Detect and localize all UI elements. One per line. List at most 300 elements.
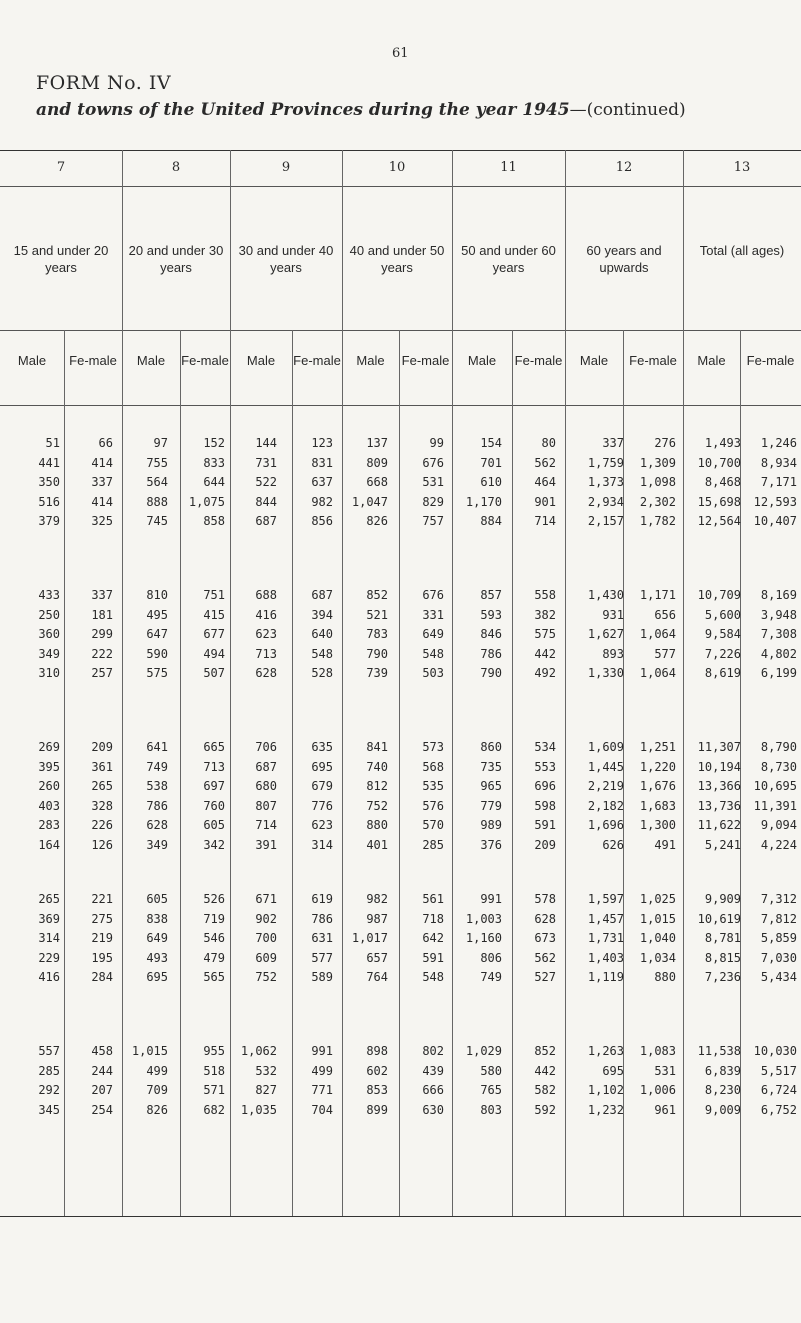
- table-cell: 164: [38, 837, 60, 852]
- table-cell: 735: [480, 759, 502, 774]
- table-cell: 1,006: [639, 1083, 676, 1097]
- table-cell: 713: [255, 646, 277, 661]
- table-cell: 521: [366, 607, 388, 622]
- table-cell: 10,695: [753, 779, 797, 793]
- table-cell: 706: [255, 740, 277, 754]
- table-cell: 395: [38, 759, 60, 774]
- table-cell: 1,493: [704, 436, 741, 450]
- female-header: Fe-male: [401, 353, 450, 368]
- table-cell: 250: [38, 607, 60, 622]
- table-cell: 665: [203, 740, 225, 754]
- table-cell: 3,948: [760, 607, 797, 622]
- female-header: Fe-male: [181, 353, 229, 368]
- table-cell: 752: [255, 970, 277, 984]
- table-cell: 2,182: [587, 798, 624, 813]
- table-cell: 527: [534, 970, 556, 984]
- table-row: [0, 890, 801, 909]
- table-cell: 414: [91, 494, 113, 509]
- table-row: [0, 816, 801, 835]
- table-cell: 853: [366, 1083, 388, 1097]
- table-cell: 342: [203, 837, 225, 852]
- table-cell: 577: [311, 950, 333, 965]
- table-cell: 695: [146, 970, 168, 984]
- table-cell: 1,017: [351, 931, 388, 945]
- table-cell: 598: [534, 798, 556, 813]
- table-cell: 626: [602, 837, 624, 852]
- subtitle-text: and towns of the United Provinces during the year 1945: [36, 100, 570, 120]
- table-cell: 695: [311, 759, 333, 774]
- table-row: [0, 1081, 801, 1100]
- table-cell: 349: [146, 837, 168, 852]
- table-cell: 1,309: [639, 455, 676, 470]
- table-cell: 314: [311, 837, 333, 852]
- table-cell: 790: [480, 666, 502, 680]
- table-cell: 51: [45, 436, 60, 450]
- table-cell: 680: [255, 779, 277, 793]
- table-cell: 687: [311, 588, 333, 602]
- table-cell: 565: [203, 970, 225, 984]
- table-cell: 6,724: [760, 1083, 797, 1097]
- table-cell: 325: [91, 514, 113, 528]
- table-cell: 1,782: [639, 514, 676, 528]
- table-cell: 647: [146, 627, 168, 641]
- table-cell: 1,119: [587, 970, 624, 984]
- mortality-table: [0, 150, 801, 1216]
- table-cell: 181: [91, 607, 113, 622]
- table-cell: 1,160: [465, 931, 502, 945]
- table-cell: 570: [422, 818, 444, 832]
- table-cell: 713: [203, 759, 225, 774]
- table-cell: 573: [422, 740, 444, 754]
- age-group-header: 60 years and upwards: [586, 243, 662, 275]
- table-cell: 677: [203, 627, 225, 641]
- table-cell: 852: [366, 588, 388, 602]
- table-cell: 464: [534, 475, 556, 489]
- table-cell: 441: [38, 455, 60, 470]
- table-cell: 1,251: [639, 740, 676, 754]
- table-cell: 1,232: [587, 1102, 624, 1117]
- table-cell: 592: [534, 1102, 556, 1117]
- table-cell: 679: [311, 779, 333, 793]
- table-cell: 1,062: [240, 1044, 277, 1058]
- table-cell: 442: [534, 646, 556, 661]
- table-cell: 394: [311, 607, 333, 622]
- column-number: 8: [171, 160, 181, 175]
- male-header: Male: [17, 353, 47, 368]
- table-cell: 893: [602, 646, 624, 661]
- column-number: 7: [56, 160, 66, 175]
- table-cell: 219: [91, 931, 113, 945]
- table-cell: 7,030: [760, 950, 797, 965]
- table-cell: 666: [422, 1083, 444, 1097]
- table-cell: 1,430: [587, 588, 624, 602]
- table-cell: 668: [366, 475, 388, 489]
- table-cell: 740: [366, 759, 388, 774]
- table-cell: 2,934: [587, 494, 624, 509]
- table-rule-3: [0, 405, 801, 406]
- table-cell: 695: [602, 1063, 624, 1078]
- table-cell: 5,241: [704, 837, 741, 852]
- table-cell: 757: [422, 514, 444, 528]
- table-cell: 275: [91, 911, 113, 926]
- table-cell: 10,700: [697, 455, 741, 470]
- table-cell: 558: [534, 588, 556, 602]
- table-cell: 337: [91, 588, 113, 602]
- table-row: [0, 625, 801, 644]
- table-cell: 285: [38, 1063, 60, 1078]
- table-cell: 860: [480, 740, 502, 754]
- table-cell: 15,698: [697, 494, 741, 509]
- table-cell: 602: [366, 1063, 388, 1078]
- table-cell: 1,731: [587, 931, 624, 945]
- table-cell: 310: [38, 666, 60, 680]
- table-cell: 209: [91, 740, 113, 754]
- table-cell: 982: [366, 892, 388, 906]
- table-cell: 11,391: [753, 798, 797, 813]
- table-cell: 605: [203, 818, 225, 832]
- table-cell: 628: [255, 666, 277, 680]
- table-cell: 701: [480, 455, 502, 470]
- table-cell: 328: [91, 798, 113, 813]
- table-cell: 888: [146, 494, 168, 509]
- table-cell: 7,236: [704, 970, 741, 984]
- age-group-header: 30 and under 40 years: [238, 243, 334, 275]
- table-cell: 649: [146, 931, 168, 945]
- table-cell: 623: [311, 818, 333, 832]
- table-cell: 299: [91, 627, 113, 641]
- table-cell: 548: [422, 646, 444, 661]
- table-cell: 649: [422, 627, 444, 641]
- table-cell: 619: [311, 892, 333, 906]
- female-header: Fe-male: [629, 353, 677, 368]
- table-cell: 576: [422, 798, 444, 813]
- table-cell: 209: [534, 837, 556, 852]
- table-cell: 10,407: [753, 514, 797, 528]
- table-cell: 361: [91, 759, 113, 774]
- table-cell: 991: [480, 892, 502, 906]
- table-cell: 283: [38, 818, 60, 832]
- table-cell: 605: [146, 892, 168, 906]
- table-cell: 1,300: [639, 818, 676, 832]
- table-cell: 844: [255, 494, 277, 509]
- table-cell: 827: [255, 1083, 277, 1097]
- table-cell: 1,102: [587, 1083, 624, 1097]
- table-cell: 719: [203, 911, 225, 926]
- male-header: Male: [246, 353, 276, 368]
- table-cell: 609: [255, 950, 277, 965]
- table-cell: 749: [146, 759, 168, 774]
- table-cell: 403: [38, 798, 60, 813]
- table-cell: 657: [366, 950, 388, 965]
- table-cell: 593: [480, 607, 502, 622]
- table-cell: 749: [480, 970, 502, 984]
- table-cell: 1,083: [639, 1044, 676, 1058]
- table-cell: 623: [255, 627, 277, 641]
- table-cell: 1,246: [760, 436, 797, 450]
- table-cell: 1,003: [465, 911, 502, 926]
- table-cell: 9,909: [704, 892, 741, 906]
- table-cell: 1,015: [639, 911, 676, 926]
- table-row: [0, 606, 801, 625]
- table-cell: 1,263: [587, 1044, 624, 1058]
- table-cell: 2,219: [587, 779, 624, 793]
- table-cell: 382: [534, 607, 556, 622]
- table-cell: 5,434: [760, 970, 797, 984]
- table-cell: 401: [366, 837, 388, 852]
- male-header: Male: [579, 353, 609, 368]
- table-cell: 528: [311, 666, 333, 680]
- table-cell: 771: [311, 1083, 333, 1097]
- table-cell: 8,730: [760, 759, 797, 774]
- table-cell: 856: [311, 514, 333, 528]
- table-cell: 260: [38, 779, 60, 793]
- table-cell: 8,934: [760, 455, 797, 470]
- table-cell: 1,064: [639, 666, 676, 680]
- table-cell: 379: [38, 514, 60, 528]
- table-cell: 760: [203, 798, 225, 813]
- table-cell: 548: [422, 970, 444, 984]
- table-cell: 337: [602, 436, 624, 450]
- table-cell: 433: [38, 588, 60, 602]
- table-cell: 5,517: [760, 1063, 797, 1078]
- table-cell: 8,230: [704, 1083, 741, 1097]
- table-cell: 458: [91, 1044, 113, 1058]
- table-cell: 582: [534, 1083, 556, 1097]
- age-group-header: Total (all ages): [699, 243, 785, 258]
- table-cell: 276: [654, 436, 676, 450]
- table-cell: 1,034: [639, 950, 676, 965]
- table-cell: 884: [480, 514, 502, 528]
- table-cell: 195: [91, 950, 113, 965]
- table-cell: 826: [146, 1102, 168, 1117]
- table-cell: 1,457: [587, 911, 624, 926]
- table-cell: 1,171: [639, 588, 676, 602]
- table-cell: 731: [255, 455, 277, 470]
- table-cell: 852: [534, 1044, 556, 1058]
- age-group-header: 20 and under 30 years: [128, 243, 224, 275]
- table-cell: 152: [203, 436, 225, 450]
- table-cell: 590: [146, 646, 168, 661]
- table-cell: 5,859: [760, 931, 797, 945]
- table-cell: 265: [91, 779, 113, 793]
- table-cell: 673: [534, 931, 556, 945]
- table-cell: 9,094: [760, 818, 797, 832]
- table-cell: 414: [91, 455, 113, 470]
- table-cell: 571: [203, 1083, 225, 1097]
- table-cell: 965: [480, 779, 502, 793]
- column-number: 13: [733, 160, 751, 175]
- subtitle-continued: —(continued): [569, 100, 686, 120]
- table-cell: 1,098: [639, 475, 676, 489]
- table-row: [0, 586, 801, 605]
- table-cell: 229: [38, 950, 60, 965]
- table-cell: 7,226: [704, 646, 741, 661]
- table-cell: 499: [146, 1063, 168, 1078]
- table-cell: 439: [422, 1063, 444, 1078]
- table-cell: 1,015: [131, 1044, 168, 1058]
- table-cell: 531: [422, 475, 444, 489]
- male-header: Male: [697, 353, 726, 368]
- table-subtitle: [36, 100, 686, 120]
- table-cell: 1,696: [587, 818, 624, 832]
- table-cell: 244: [91, 1063, 113, 1078]
- table-cell: 534: [534, 740, 556, 754]
- table-cell: 522: [255, 475, 277, 489]
- table-cell: 12,593: [753, 494, 797, 509]
- male-header: Male: [356, 353, 385, 368]
- age-group-header: 15 and under 20 years: [13, 243, 109, 275]
- table-cell: 838: [146, 911, 168, 926]
- female-header: Fe-male: [746, 353, 795, 368]
- table-cell: 687: [255, 759, 277, 774]
- table-cell: 1,759: [587, 455, 624, 470]
- table-cell: 682: [203, 1102, 225, 1117]
- table-cell: 637: [311, 475, 333, 489]
- table-cell: 337: [91, 475, 113, 489]
- table-cell: 546: [203, 931, 225, 945]
- table-cell: 1,609: [587, 740, 624, 754]
- table-row: [0, 1101, 801, 1120]
- table-cell: 126: [91, 837, 113, 852]
- table-cell: 12,564: [697, 514, 741, 528]
- table-cell: 1,676: [639, 779, 676, 793]
- table-row: [0, 836, 801, 855]
- table-cell: 10,709: [697, 588, 741, 602]
- table-cell: 987: [366, 911, 388, 926]
- table-cell: 776: [311, 798, 333, 813]
- table-cell: 1,170: [465, 494, 502, 509]
- table-cell: 553: [534, 759, 556, 774]
- table-cell: 154: [480, 436, 502, 450]
- table-cell: 8,790: [760, 740, 797, 754]
- table-cell: 415: [203, 607, 225, 622]
- table-cell: 628: [146, 818, 168, 832]
- table-cell: 442: [534, 1063, 556, 1078]
- table-row: [0, 454, 801, 473]
- table-cell: 1,403: [587, 950, 624, 965]
- table-cell: 807: [255, 798, 277, 813]
- table-cell: 499: [311, 1063, 333, 1078]
- table-cell: 285: [422, 837, 444, 852]
- table-cell: 292: [38, 1083, 60, 1097]
- table-cell: 676: [422, 455, 444, 470]
- table-cell: 8,781: [704, 931, 741, 945]
- table-cell: 745: [146, 514, 168, 528]
- table-cell: 535: [422, 779, 444, 793]
- table-cell: 803: [480, 1102, 502, 1117]
- table-cell: 518: [203, 1063, 225, 1078]
- table-row: [0, 929, 801, 948]
- table-cell: 6,752: [760, 1102, 797, 1117]
- table-cell: 931: [602, 607, 624, 622]
- table-cell: 222: [91, 646, 113, 661]
- page-number: 61: [392, 46, 409, 61]
- table-cell: 494: [203, 646, 225, 661]
- table-cell: 640: [311, 627, 333, 641]
- table-cell: 1,029: [465, 1044, 502, 1058]
- table-cell: 376: [480, 837, 502, 852]
- table-cell: 7,171: [760, 475, 797, 489]
- female-header: Fe-male: [69, 353, 117, 368]
- table-cell: 254: [91, 1102, 113, 1117]
- table-cell: 810: [146, 588, 168, 602]
- table-cell: 345: [38, 1102, 60, 1117]
- table-cell: 688: [255, 588, 277, 602]
- table-cell: 631: [311, 931, 333, 945]
- table-cell: 902: [255, 911, 277, 926]
- table-cell: 144: [255, 436, 277, 450]
- table-row: [0, 910, 801, 929]
- table-cell: 9,009: [704, 1102, 741, 1117]
- table-cell: 641: [146, 740, 168, 754]
- table-cell: 369: [38, 911, 60, 926]
- table-cell: 10,194: [697, 759, 741, 774]
- table-row: [0, 758, 801, 777]
- table-cell: 1,040: [639, 931, 676, 945]
- table-cell: 8,169: [760, 588, 797, 602]
- column-number: 10: [388, 160, 406, 175]
- table-cell: 880: [366, 818, 388, 832]
- table-row: [0, 1062, 801, 1081]
- table-cell: 13,736: [697, 798, 741, 813]
- table-cell: 718: [422, 911, 444, 926]
- table-cell: 503: [422, 666, 444, 680]
- table-cell: 11,538: [697, 1044, 741, 1058]
- table-cell: 709: [146, 1083, 168, 1097]
- table-cell: 10,619: [697, 911, 741, 926]
- table-cell: 697: [203, 779, 225, 793]
- table-cell: 507: [203, 666, 225, 680]
- table-row: [0, 434, 801, 453]
- table-cell: 2,157: [587, 514, 624, 528]
- table-cell: 591: [534, 818, 556, 832]
- table-cell: 1,373: [587, 475, 624, 489]
- table-cell: 349: [38, 646, 60, 661]
- table-row: [0, 949, 801, 968]
- table-cell: 575: [146, 666, 168, 680]
- table-cell: 226: [91, 818, 113, 832]
- table-cell: 1,683: [639, 798, 676, 813]
- column-number: 12: [615, 160, 633, 175]
- table-cell: 578: [534, 892, 556, 906]
- table-cell: 331: [422, 607, 444, 622]
- table-cell: 66: [98, 436, 113, 450]
- table-cell: 1,445: [587, 759, 624, 774]
- table-cell: 764: [366, 970, 388, 984]
- table-cell: 221: [91, 892, 113, 906]
- table-cell: 671: [255, 892, 277, 906]
- table-row: [0, 1042, 801, 1061]
- table-cell: 1,597: [587, 892, 624, 906]
- table-cell: 714: [534, 514, 556, 528]
- table-cell: 493: [146, 950, 168, 965]
- table-cell: 2,302: [639, 494, 676, 509]
- table-cell: 739: [366, 666, 388, 680]
- table-cell: 13,366: [697, 779, 741, 793]
- age-group-header: 40 and under 50 years: [349, 243, 445, 275]
- table-cell: 1,627: [587, 627, 624, 641]
- table-cell: 1,025: [639, 892, 676, 906]
- table-cell: 562: [534, 950, 556, 965]
- table-cell: 696: [534, 779, 556, 793]
- table-cell: 479: [203, 950, 225, 965]
- table-cell: 829: [422, 494, 444, 509]
- table-row: [0, 493, 801, 512]
- table-cell: 4,224: [760, 837, 797, 852]
- table-cell: 564: [146, 475, 168, 489]
- table-cell: 656: [654, 607, 676, 622]
- male-header: Male: [467, 353, 497, 368]
